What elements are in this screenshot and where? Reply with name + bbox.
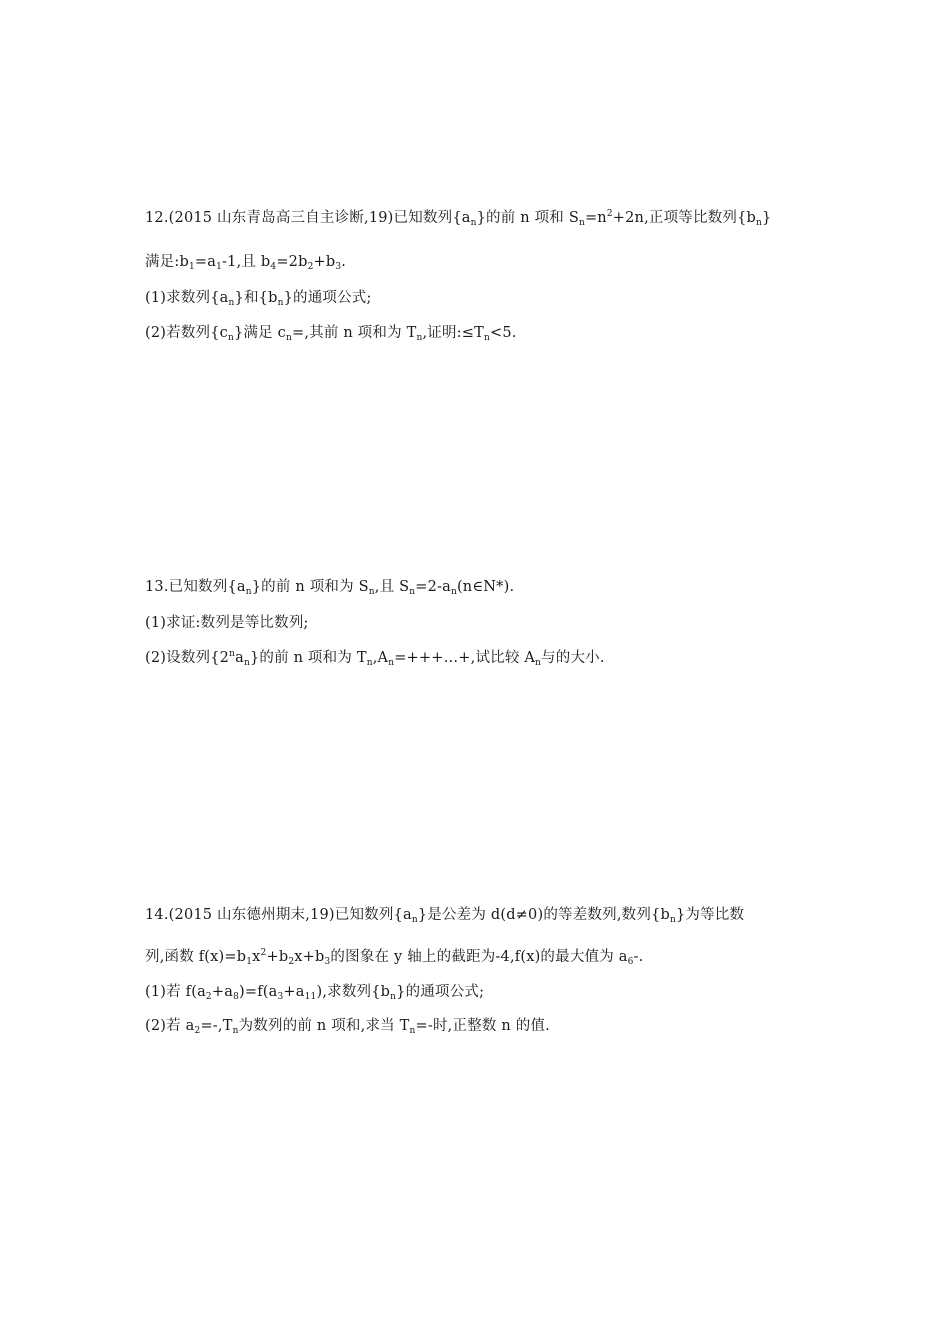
problem-14-part-2: (2)若 $a_2=-,T_n$为数列的前 n 项和,求当 $T_n=-$时,正整数 n 的值. [145, 1018, 550, 1036]
problem-13-part-2: (2)设数列$\{2^na_n\}$的前 n 项和为 $T_n,A_n=+++\dots+$,试比较 $A_n$与的大小. [145, 649, 605, 668]
problem-14-line-1: 14.(2015 山东德州期末,19)已知数列$\{a_n\}$是公差为 d(d≠0)的等差数列,数列$\{b_n\}$为等比数 [145, 907, 745, 925]
problem-12-line-1: 12.(2015 山东青岛高三自主诊断,19)已知数列$\{a_n\}$的前 n 项和 $S_n=n^2+2n$,正项等比数列$\{b_n\}$ [145, 209, 772, 228]
problem-12-line-2: 满足$:b_1=a_1-1$,且 $b_4=2b_2+b_3$. [145, 254, 347, 272]
problem-12-part-1: (1)求数列$\{a_n\}$和$\{b_n\}$的通项公式; [145, 290, 372, 308]
problem-14-line-2: 列,函数 $f(x)=b_1x^2+b_2x+b_3$的图象在 y 轴上的截距为-4,f(x)的最大值为 $a_6-$. [145, 948, 644, 967]
problem-13-line-1: 13.已知数列$\{a_n\}$的前 n 项和为 $S_n$,且 $S_n=2-a_n(n\in N*)$. [145, 579, 515, 597]
problem-12-part-2: (2)若数列$\{c_n\}$满足 $c_n=$,其前 n 项和为 $T_n$,证明$:\le T_n<5$. [145, 325, 517, 343]
problem-13-part-1: (1)求证:数列是等比数列; [145, 615, 309, 631]
problem-14-part-1: (1)若 $f(a_2+a_8)=f(a_3+a_{11})$,求数列$\{b_n\}$的通项公式; [145, 984, 485, 1002]
